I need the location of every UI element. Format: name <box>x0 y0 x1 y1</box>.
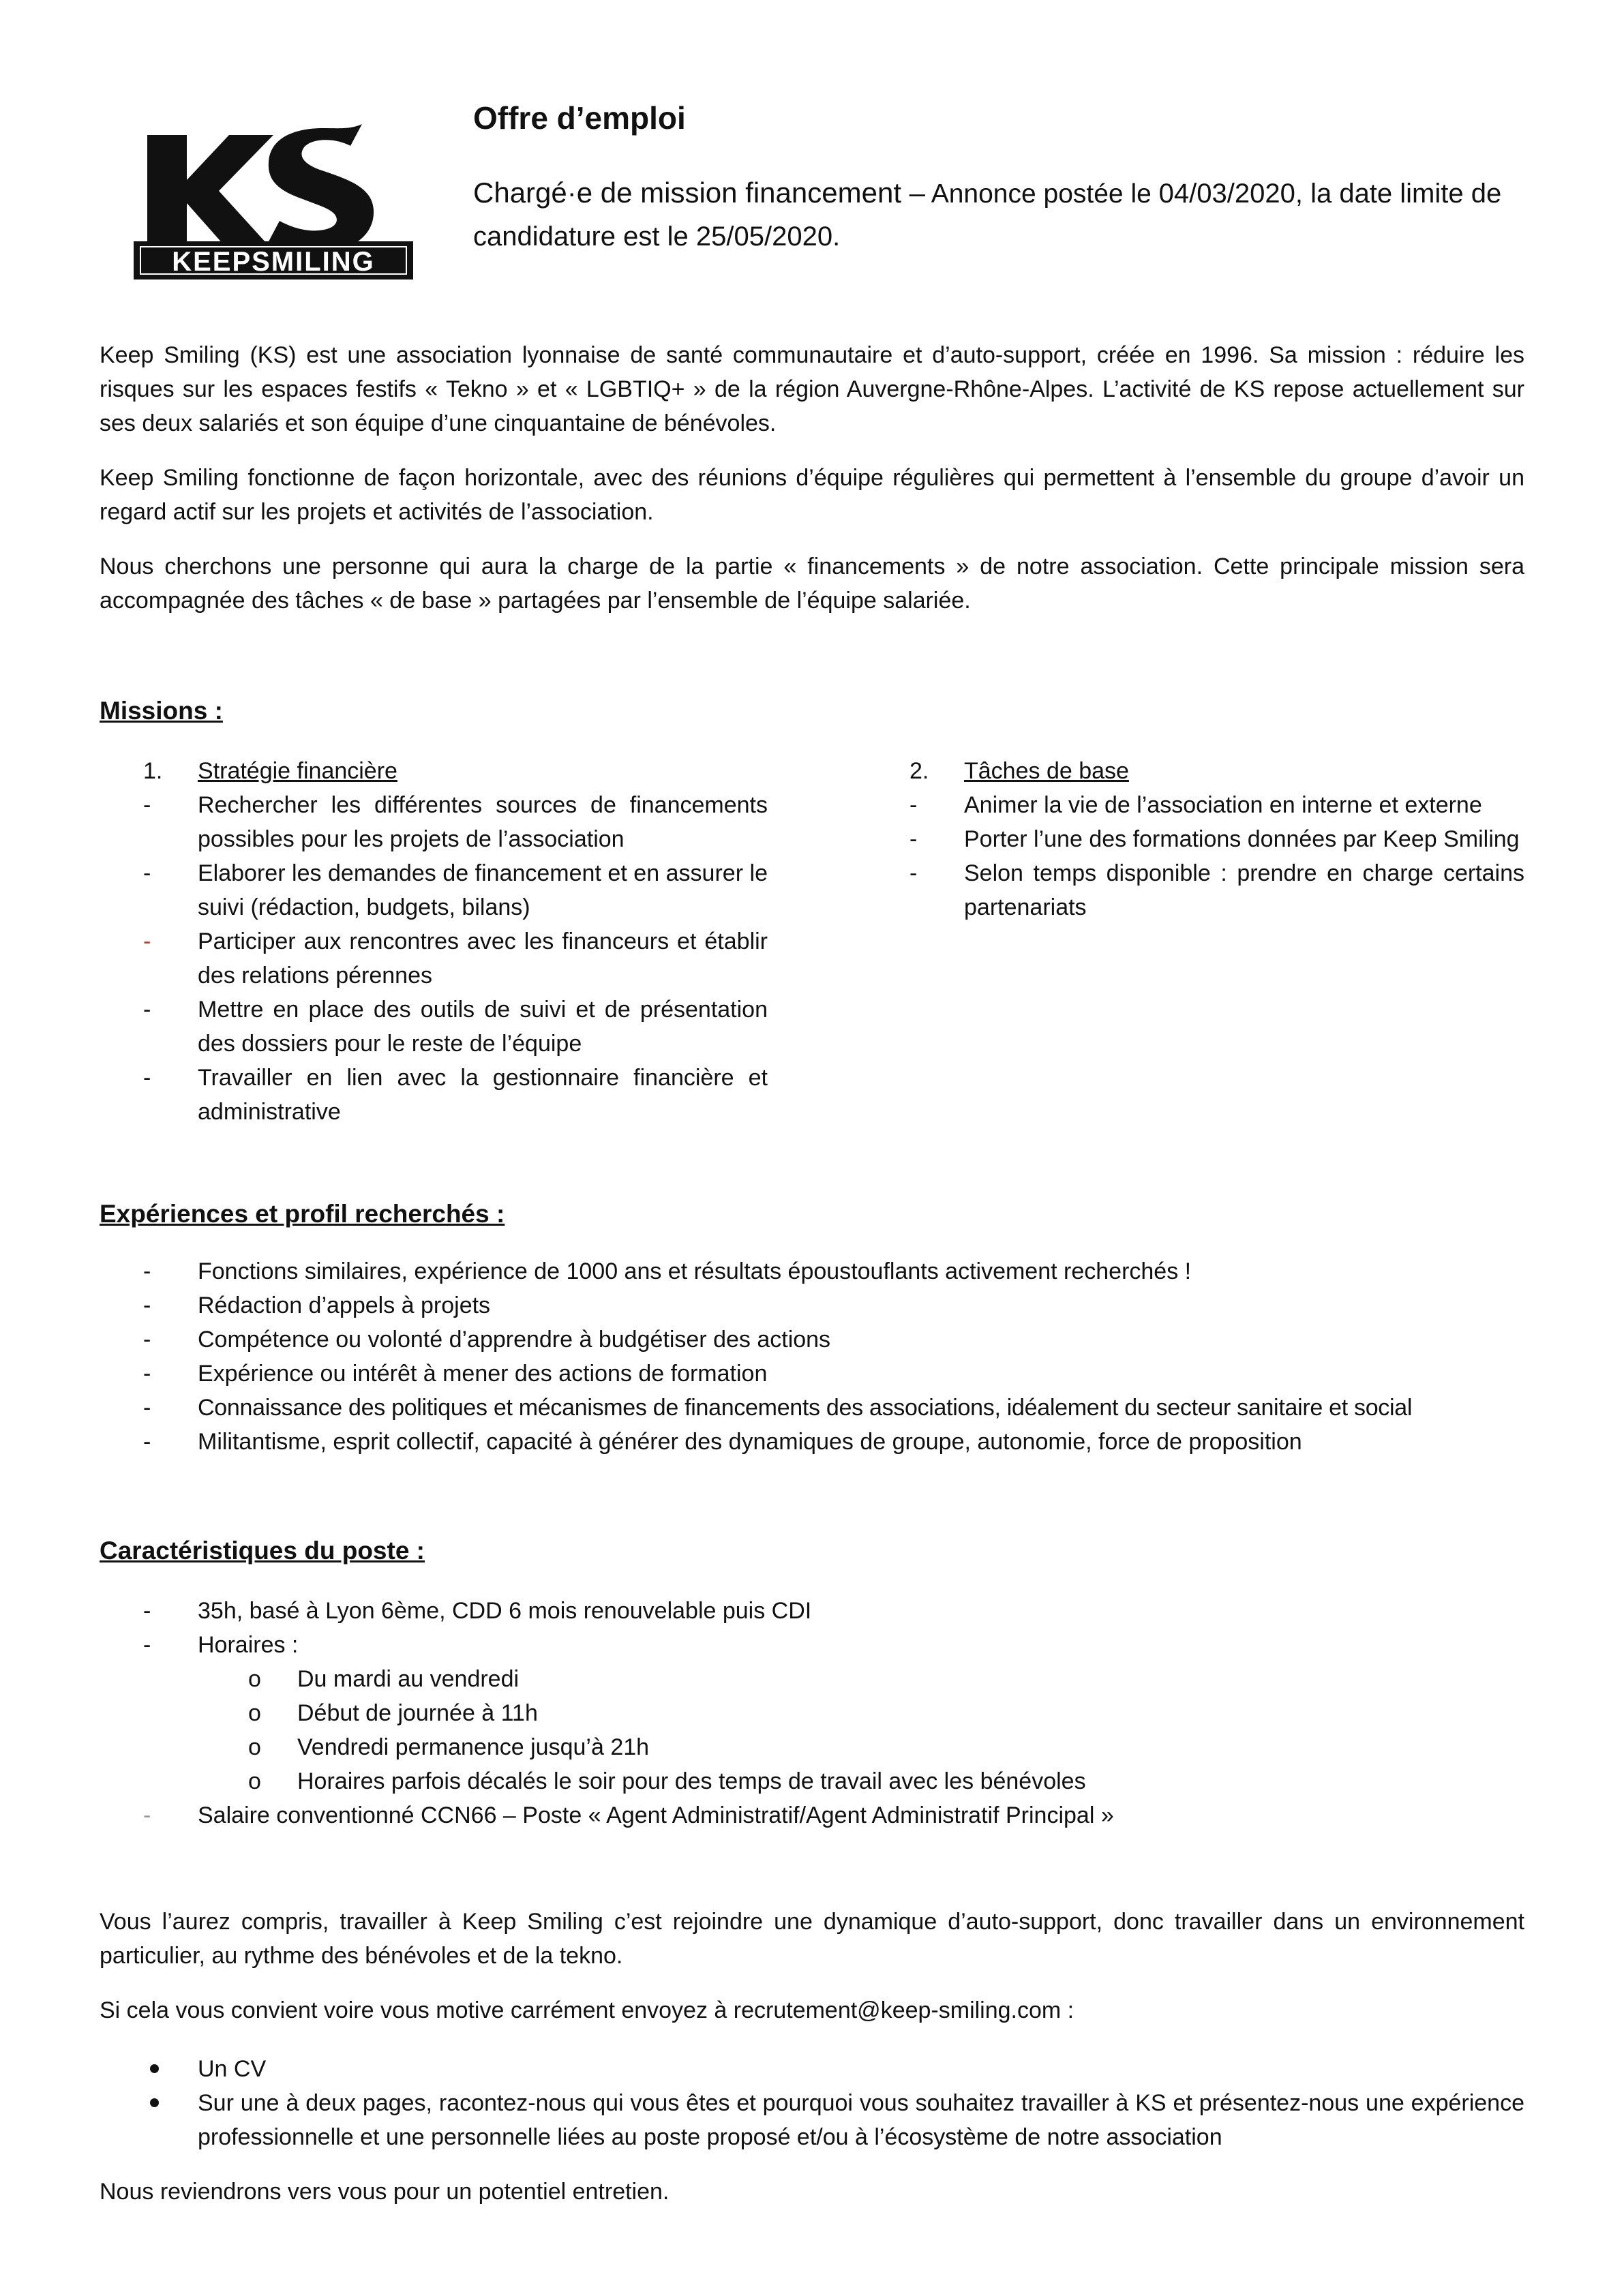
sub-list-item: o Début de journée à 11h <box>248 1700 538 1726</box>
deadline-text: , la date limite de candidature est le 25/05/2020. <box>473 179 1502 252</box>
strategy-title: Stratégie financière <box>198 758 397 784</box>
list-item: - Expérience ou intérêt à mener des actions de formation <box>143 1361 768 1387</box>
list-item: - Porter l’une des formations données par Keep Smiling <box>909 826 1520 852</box>
missions-right-list <box>909 754 1524 924</box>
list-item: - Mettre en place des outils de suivi et de présentation des dossiers pour le reste de l’équipe <box>143 997 768 1057</box>
list-item: - Militantisme, esprit collectif, capacité à générer des dynamiques de groupe, autonomie, force de proposition <box>143 1429 1302 1455</box>
list-number: 2. <box>909 758 929 784</box>
list-item: - Rédaction d’appels à projets <box>143 1293 491 1318</box>
position-list <box>143 1594 1520 1832</box>
application-bullets <box>198 2052 1524 2154</box>
list-number: 1. <box>143 758 163 784</box>
missions-right-title-row <box>909 754 1524 788</box>
missions-left-list <box>143 754 768 1129</box>
base-tasks-title: Tâches de base <box>964 758 1129 784</box>
page-title: Offre d’emploi <box>473 100 686 136</box>
sub-list-item: o Vendredi permanence jusqu’à 21h <box>248 1734 650 1760</box>
list-item: - Participer aux rencontres avec les financeurs et établir des relations pérennes <box>143 928 768 988</box>
profile-list <box>143 1254 1534 1459</box>
list-item: - Elaborer les demandes de financement et en assurer le suivi (rédaction, budgets, bilans) <box>143 860 768 920</box>
list-item: - Selon temps disponible : prendre en charge certains partenariats <box>909 860 1524 920</box>
list-item: - Fonctions similaires, expérience de 1000 ans et résultats époustouflants activement recherchés ! <box>143 1258 1192 1284</box>
keepsmiling-logo <box>134 115 413 280</box>
profile-heading: Expériences et profil recherchés : <box>100 1200 505 1228</box>
intro-paragraph-2: Keep Smiling fonctionne de façon horizontale, avec des réunions d’équipe régulières qui permettent à l’ensemble du groupe d’avoir un regard actif sur les projets et activités de l’association. <box>100 465 1524 525</box>
list-item: - Rechercher les différentes sources de financements possibles pour les projets de l’association <box>143 792 768 852</box>
list-item: - Horaires : o Du mardi au vendredi o Début de journée à 11h o Vendredi permanence jusqu’à 21h o Horaires parfois décalés le soir pour des temps de travail avec les bénévoles <box>198 1628 1520 1798</box>
posting-date: 04/03/2020 <box>1158 179 1295 209</box>
position-heading: Caractéristiques du poste : <box>100 1537 425 1565</box>
closing-paragraph-3: Nous reviendrons vers vous pour un potentiel entretien. <box>100 2179 670 2205</box>
sub-list-item: o Horaires parfois décalés le soir pour des temps de travail avec les bénévoles <box>248 1768 1086 1794</box>
list-item: - 35h, basé à Lyon 6ème, CDD 6 mois renouvelable puis CDI <box>143 1598 812 1624</box>
job-title: Chargé·e de mission financement – <box>473 177 926 209</box>
bullet-icon <box>150 2064 159 2073</box>
closing-paragraph-2: Si cela vous convient voire vous motive carrément envoyez à recrutement@keep-smiling.com : <box>100 1997 1074 2023</box>
list-item: - Salaire conventionné CCN66 – Poste « Agent Administratif/Agent Administratif Principal » <box>143 1802 1114 1828</box>
job-subtitle <box>473 172 1509 258</box>
bullet-icon <box>150 2098 159 2107</box>
list-item: - Connaissance des politiques et mécanismes de financements des associations, idéalement du secteur sanitaire et social <box>143 1395 1413 1421</box>
svg-text:KEEPSMILING: KEEPSMILING <box>172 247 375 277</box>
list-item: - Compétence ou volonté d’apprendre à budgétiser des actions <box>143 1327 831 1353</box>
list-item: - Animer la vie de l’association en interne et externe <box>909 792 1482 818</box>
missions-left-title-row <box>143 754 768 788</box>
intro-paragraph-3: Nous cherchons une personne qui aura la charge de la partie « financements » de notre association. Cette principale mission sera accompagnée des tâches « de base » partagées par l’ensemble de l’équipe salariée. <box>100 554 1524 614</box>
posting-label: Annonce postée le <box>925 179 1159 209</box>
list-item: Sur une à deux pages, racontez-nous qui vous êtes et pourquoi vous souhaitez travailler à KS et présentez-nous une expérience professionnelle et une personnelle liées au poste proposé et/ou à l’écosystème de notre association <box>198 2086 1524 2154</box>
list-item: Un CV <box>198 2052 1524 2086</box>
list-item: - Travailler en lien avec la gestionnaire financière et administrative <box>143 1065 768 1125</box>
sub-list-item: o Du mardi au vendredi <box>248 1666 520 1692</box>
closing-paragraph-1: Vous l’aurez compris, travailler à Keep Smiling c’est rejoindre une dynamique d’auto-support, donc travailler dans un environnement particulier, au rythme des bénévoles et de la tekno. <box>100 1909 1524 1969</box>
hours-sublist <box>248 1662 1520 1798</box>
intro-paragraph-1: Keep Smiling (KS) est une association lyonnaise de santé communautaire et d’auto-support, créée en 1996. Sa mission : réduire les risques sur les espaces festifs « Tekno » et « LGBTIQ+ » de la région Auvergne-Rhône-Alpes. L’activité de KS repose actuellement sur ses deux salariés et son équipe d’une cinquantaine de bénévoles. <box>100 342 1524 436</box>
missions-heading: Missions : <box>100 697 223 725</box>
